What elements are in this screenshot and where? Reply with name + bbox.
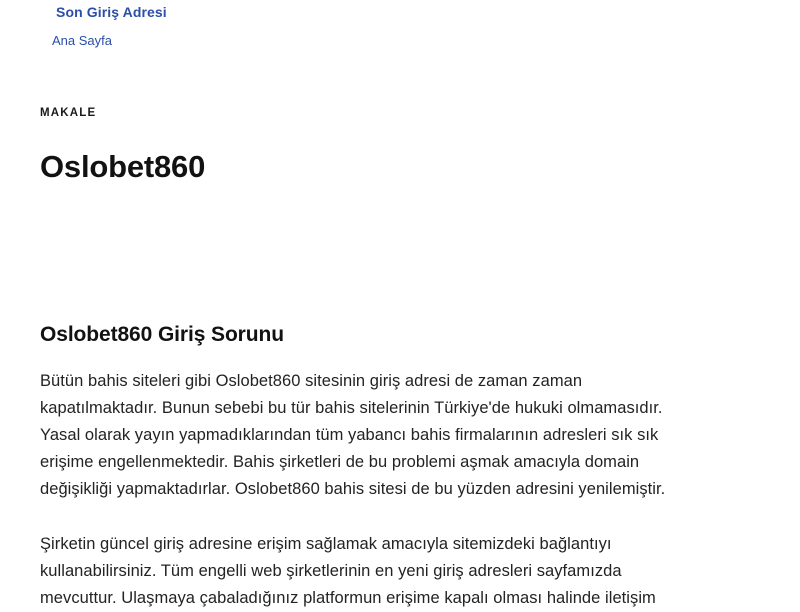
breadcrumb-link-ana-sayfa[interactable]: Ana Sayfa	[52, 33, 112, 48]
breadcrumb	[0, 20, 800, 48]
article-paragraph: Bütün bahis siteleri gibi Oslobet860 sitesinin giriş adresi de zaman zaman kapatılmaktadır. Bunun sebebi bu tür bahis sitelerinin Türkiye'de hukuki olmamasıdır. Yasal olarak yayın yapmadıklarından tüm yabancı bahis firmalarının adresleri sık sık erişime engellenmektedir. Bahis şirketleri de bu problemi aşmak amacıyla domain değişikliği yapmaktadırlar. Oslobet860 bahis sitesi de bu yüzden adresini yenilemiştir.	[40, 372, 666, 498]
nav-link-son-giris-adresi[interactable]: Son Giriş Adresi	[56, 4, 167, 20]
section-heading: Oslobet860 Giriş Sorunu	[40, 323, 284, 346]
nav-current-section	[0, 0, 800, 20]
page-title: Oslobet860	[40, 149, 206, 184]
top-navigation	[0, 0, 800, 48]
article-kicker: MAKALE	[40, 107, 97, 119]
article-body	[0, 322, 700, 612]
article-paragraph: Şirketin güncel giriş adresine erişim sağlamak amacıyla sitemizdeki bağlantıyı kullanabilirsiniz. Tüm engelli web şirketlerinin en yeni giriş adresleri sayfamızda mevcuttur. Ulaşmaya çabaladığınız platformun erişime kapalı olması halinde iletişim	[40, 535, 656, 607]
article-header	[0, 48, 800, 185]
